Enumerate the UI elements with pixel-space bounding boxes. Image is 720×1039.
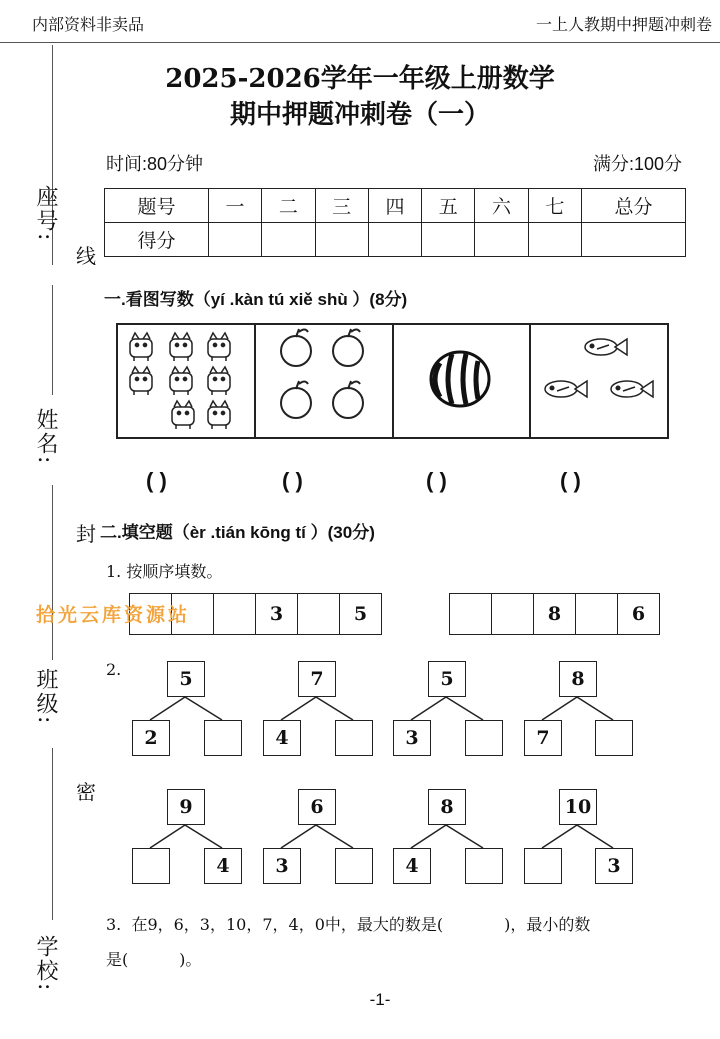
- q2-label: 2.: [106, 660, 122, 679]
- exam-time: 时间:80分钟: [106, 154, 204, 174]
- tree-left-box: 7: [524, 720, 562, 756]
- tree-left-box: 4: [393, 848, 431, 884]
- tree-right-box[interactable]: [465, 720, 503, 756]
- score-cell: 三: [315, 189, 368, 223]
- answer-blank-3[interactable]: ( ): [426, 468, 447, 493]
- exam-full-marks: 满分:100分: [592, 154, 682, 174]
- watermark: 拾光云库资源站: [36, 604, 191, 626]
- header-right: 一上人教期中押题冲刺卷: [535, 15, 712, 34]
- binding-mark-line: 线: [76, 244, 96, 268]
- q1-label: 1. 按顺序填数。: [106, 562, 223, 581]
- score-cell: 总分: [581, 189, 685, 223]
- tree-left-box[interactable]: [132, 848, 170, 884]
- tree-left-box: 4: [263, 720, 301, 756]
- score-row-label: 得分: [105, 223, 209, 257]
- score-cell: 七: [528, 189, 581, 223]
- score-cell: 六: [475, 189, 528, 223]
- q3-line1: 3. 在9，6，3，10，7，4，0中，最大的数是( )，最小的数: [106, 915, 591, 934]
- tree-right-box[interactable]: [335, 848, 373, 884]
- header-left: 内部资料非卖品: [32, 15, 145, 34]
- sequence-cell: 8: [534, 594, 576, 634]
- tree-top-box: 8: [559, 661, 597, 697]
- name-label: 姓名:: [33, 408, 58, 466]
- score-cell: 四: [368, 189, 421, 223]
- binding-mark-secret: 密: [76, 780, 96, 804]
- answer-blank-2[interactable]: ( ): [282, 468, 303, 493]
- tree-right-box: 3: [595, 848, 633, 884]
- tree-top-box: 9: [167, 789, 205, 825]
- section1-title: 一.看图写数（yí .kàn tú xiě shù ）(8分): [104, 290, 408, 309]
- tree-top-box: 5: [428, 661, 466, 697]
- tree-right-box[interactable]: [595, 720, 633, 756]
- school-label: 学校:: [33, 935, 58, 993]
- tree-left-box[interactable]: [524, 848, 562, 884]
- class-label: 班级:: [33, 668, 58, 726]
- score-cell: 二: [262, 189, 315, 223]
- tree-top-box: 10: [559, 789, 597, 825]
- sequence-cell: 5: [353, 603, 368, 625]
- tree-right-box: 4: [204, 848, 242, 884]
- tree-right-box[interactable]: [204, 720, 242, 756]
- q3-line2: 是( )。: [106, 950, 202, 969]
- tree-top-box: 7: [298, 661, 336, 697]
- tree-top-box: 8: [428, 789, 466, 825]
- tree-left-box: 3: [263, 848, 301, 884]
- sequence-cell: 3: [256, 594, 298, 634]
- sequence-cell: 6: [631, 603, 646, 625]
- tree-top-box: 6: [298, 789, 336, 825]
- score-cell: 一: [208, 189, 261, 223]
- title-line2: 期中押题冲刺卷（一）: [229, 100, 490, 130]
- section2-title: 二.填空题（èr .tián kōng tí ）(30分): [100, 523, 375, 542]
- tree-right-box[interactable]: [465, 848, 503, 884]
- binding-mark-seal: 封: [76, 522, 96, 546]
- answer-blank-4[interactable]: ( ): [560, 468, 581, 493]
- seat-label: 座号:: [33, 185, 58, 243]
- page-number: -1-: [369, 990, 391, 1009]
- tree-left-box: 3: [393, 720, 431, 756]
- score-cell: 题号: [105, 189, 209, 223]
- answer-blank-1[interactable]: ( ): [146, 468, 167, 493]
- tree-top-box: 5: [167, 661, 205, 697]
- title-line1: 2025-2026学年一年级上册数学: [165, 64, 555, 94]
- tree-left-box: 2: [132, 720, 170, 756]
- score-cell: 五: [422, 189, 475, 223]
- tree-right-box[interactable]: [335, 720, 373, 756]
